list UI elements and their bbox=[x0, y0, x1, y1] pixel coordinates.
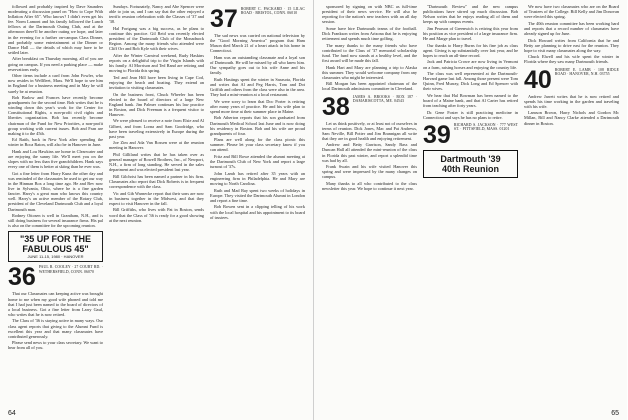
paragraph: Ham was an outstanding classmate and a loyal son of Dartmouth. He will be missed by all who knew him. Our sympathy goes out to his wife Anne and his family. bbox=[210, 54, 305, 76]
paragraph: Please send news to your class secretary. We want to hear from all of you. bbox=[8, 340, 103, 351]
paragraph: Ted and Jean Hill have been living in Cape Cod, enjoying the beach and boating. They extend an invitation to visiting classmates. bbox=[109, 74, 204, 90]
class-36-correspondent: PAUL R. COOLEY · 27 COURT RD. · WETHERSFIELD, CONN. 06070 bbox=[38, 265, 103, 274]
class-37-notes bbox=[210, 33, 305, 220]
class-39-number: 39 bbox=[423, 122, 451, 147]
class-38-header bbox=[322, 95, 417, 119]
paragraph: Andrew Jarrett writes that he is now retired and spends his time working in the garden and traveling with his wife. bbox=[524, 93, 619, 109]
paragraph: Bob Barlow and Frances have recently become grandparents for the second time. Bob writes that he is winding down this year's work for the Center for Constitutional Rights, a non-profit civil rights and liberties organization. Bob has recently become chairman of the Fund for New Priorities, a non-profit group working with current issues. Bob and Fran are making it to the 45th. bbox=[8, 95, 103, 136]
paragraph: That our Classmates can keeping active was brought home to me when my good wife phoned and told me that I had just been named to the board of directors of a local business. Got a fine letter from Larry Gaul, who writes that he is now retired. bbox=[8, 291, 103, 317]
paragraph: The Class of '36 is staying active in many ways. Our class agent reports that giving to the Alumni Fund is excellent this year and that many classmates have contributed generously. bbox=[8, 318, 103, 339]
dartmouth-39-reunion-box bbox=[423, 150, 518, 178]
paragraph: Let us think positively, or at least not of ourselves in terms of reunion. Dick Jones, Mac and Pat Andrews, Sam Neville, Bill Potter and Jim Brannigan all write that they are in good health and enjoying retirement. bbox=[322, 120, 417, 141]
class-40-notes bbox=[524, 94, 619, 126]
paragraph: Bob Bowen sent in a clipping telling of his work with the local hospital and his appointment to its board of trustees. bbox=[210, 204, 305, 220]
paragraph: Chuck Elwell and his wife spent the winter in Florida where they saw many Dartmouth friends. bbox=[524, 54, 619, 65]
paragraph: followed and probably inspired by Dave Saunders moderating a discussion panel on "How to Cope With Inflation After 65". Who knows? I didn't even get his fee. Norm Lamont and his family followed the Lunch fellows at the Dartmouth Outing Club, and at the afternoon there'll be another outing we hope, and later in the evening for a further on-campus Class Dinner, and probably some entertainment at the Dinner or Dance Hall — the details of which may have to be settled later. bbox=[8, 4, 103, 55]
reunion-box-line-2: 40th Reunion bbox=[441, 163, 499, 174]
paragraph: The class was well represented at the Dartmouth-Harvard game last fall. Among those present were Tom Quinn, Fred Murray, Dick Long and Ed Spencer with their wives. bbox=[423, 71, 518, 92]
paragraph: Vic and Gib Warnecke report that their sons are now in business together in the Midwest, and that they expect to visit Hanover in the fall. bbox=[109, 190, 204, 206]
class-39-correspondent: RICHARD S. JACKSON · 777 WEST ST. · PITTSFIELD, MASS. 01201 bbox=[453, 122, 518, 132]
right-column-2 bbox=[423, 4, 518, 406]
paragraph: We now have two classmates who are on the Board of Trustees of the College. Bill Kelly and Jim Donovan were elected this spring. bbox=[524, 4, 619, 20]
class-37-header bbox=[210, 7, 305, 31]
paragraph: Bob Atherton reports that his son graduated from Dartmouth Medical School last June and is now doing his residency in Boston. Bob and his wife are proud grandparents of four. bbox=[210, 115, 305, 136]
paragraph: Plans are well along for the class picnic this summer. Please let your class secretary know if you can attend. bbox=[210, 137, 305, 153]
paragraph: Dick Howard writes from California that he and Betty are planning to drive east for the reunion. They hope to visit many classmates along the way. bbox=[524, 37, 619, 53]
paragraph: Other items include a card from John Fowler, who now resides in Wellfleet, Mass. We'll hope to see him in England for a business meeting and in May he will surely be at reunion. bbox=[8, 73, 103, 94]
page-number-left: 64 bbox=[8, 410, 16, 417]
class-38-notes-continued bbox=[423, 4, 518, 120]
paragraph: We hear that Hal Bowman has been named to the board of a Maine bank, and that Al Carter has retired from teaching after forty years. bbox=[423, 93, 518, 109]
class-35-notes bbox=[8, 4, 103, 228]
paragraph: Dr. Gene Foster is still practicing medicine in Connecticut and says he has no plans to retire. bbox=[423, 109, 518, 120]
paragraph: Our thanks to Harry Burns for his fine job as class agent. Giving is up substantially over last year, and he hopes to reach an all-time record. bbox=[423, 42, 518, 58]
paragraph: We were sorry to learn that Doc Porter is retiring after many years of practice. He and his wife plan to spend more time at their summer place in Maine. bbox=[210, 98, 305, 114]
paragraph: Bill Griffiths, who lives with Pat in Boston, sends word that the Class of '36 is ready for a good showing at the next reunion. bbox=[109, 207, 204, 223]
reunion-banner-subtitle: JUNE 11-15, 1980 · HANOVER bbox=[27, 254, 84, 260]
left-column-1 bbox=[8, 4, 103, 406]
paragraph: Fritz and Bill Rowe attended the alumni meeting at the Dartmouth Club of New York and report a large turnout of '37s. bbox=[210, 154, 305, 170]
paragraph: Jim Pearson of Greenwich is retiring this year from his position as vice president of a large insurance firm. He and Marge plan to travel. bbox=[423, 25, 518, 42]
class-38-notes bbox=[322, 121, 417, 192]
reunion-box-line-1: Dartmouth '39 bbox=[440, 153, 501, 164]
right-column-1 bbox=[322, 4, 417, 406]
paragraph: Ruth Hastings spent the winter in Sarasota, Florida and writes that Al and Peg Harris, Tom and Dot Griffith and others from the class were also in the area. They had a mini-reunion at a local restaurant. bbox=[210, 76, 305, 98]
class-38-number: 38 bbox=[322, 94, 350, 119]
class-36-notes bbox=[8, 291, 103, 350]
paragraph: The 40th reunion committee has been working hard and reports that a record number of classmates have already signed up for June. bbox=[524, 20, 619, 36]
paragraph: Phil Gilliland writes that he has taken over as general manager of Rowell Brothers, Inc., of Newport, N.H., a firm of long standing. He served in the sales department and was elected president last year. bbox=[109, 152, 204, 173]
paragraph: Sundays. Fortunately, Nancy and Abe Spencer were able to join us, and I can say that the other enjoyed a terrific reunion celebration with the Classes of '37 and '38. bbox=[109, 4, 204, 25]
class-37-notes-continued bbox=[322, 4, 417, 92]
paragraph: John Lamb has retired after 35 years with an engineering firm in Philadelphia. He and Mary are moving to North Carolina. bbox=[210, 170, 305, 187]
paragraph: Bill Gilchrist has been named a partner in his firm. Classmates also report that Dick Roberts is in frequent correspondence with the class. bbox=[109, 173, 204, 190]
left-column-3 bbox=[210, 4, 305, 406]
class-40-number: 40 bbox=[524, 67, 552, 92]
class-36-notes-continued bbox=[109, 4, 204, 223]
paragraph: Andrew and Betty Garrison, Sandy Bass and Duncan Hall all attended the mini-reunion of the class in Florida this past winter, and report a splendid time was had by all. bbox=[322, 142, 417, 163]
paragraph: Ruth and Mad Ray spent two weeks of holidays in Europe. They visited the Dartmouth Alumni in London and report a fine time. bbox=[210, 187, 305, 203]
right-page bbox=[314, 0, 627, 420]
class-39-header bbox=[423, 123, 518, 147]
class-38-correspondent: JAMES A. BROOKS · BOX 187 · DAMARISCOTTA, ME. 04543 bbox=[352, 94, 417, 103]
paragraph: Joe Zim and Ada Van Rossen were at the reunion meeting in Hanover. bbox=[109, 140, 204, 151]
paragraph: After breakfast on Thursday morning, all of you are going on campus. If you need a parking place — make reservations early. bbox=[8, 56, 103, 72]
class-40-header bbox=[524, 68, 619, 92]
paragraph: The sad news was carried on national television by the "Good Morning America" program that Ham Mason died March 21 of a heart attack in his home in Connecticut. bbox=[210, 33, 305, 54]
paragraph: "Dartmouth Review" and the new campus publications have stirred up much discussion. Bob Nelson writes that he enjoys reading all of them and keeps up with campus events. bbox=[423, 4, 518, 25]
class-36-header bbox=[8, 265, 103, 289]
class-37-correspondent: ROBERT C. PACKARD · 15 LILAC ROAD · BRISTOL, CONN. 06010 bbox=[240, 7, 305, 16]
reunion-banner bbox=[8, 231, 103, 262]
paragraph: Some have hire Dartmouth teams of the football. Dick Frankson writes from Arizona that he is enjoying retirement and spends much time golfing. bbox=[322, 25, 417, 42]
class-36-number: 36 bbox=[8, 265, 36, 290]
paragraph: After the Winter Carnival weekend, Rudy Haskins reports on a delightful trip to the Virgin Islands with his family. Al Morrison and Ted Rand are retiring and moving to Florida this spring. bbox=[109, 52, 204, 74]
paragraph: Rodney Ottosen is well in Grantham, N.H., and is still doing business for several insurance firms. His pal is also on the committee for the upcoming reunion. bbox=[8, 213, 103, 229]
paragraph: Got a fine letter from Harry Kunz the other day and was reminded of the classmates he used to get our way in the Hinman Box a long time ago. He and Bev now live in Sylvania, Ohio, where he is a fine garden fancier. Harry's a great man who knows this country well. Harry's an active member of the Rotary Club, president of the Cleveland Dartmouth Club and a loyal Dartmouth man. bbox=[8, 170, 103, 212]
paragraph: On the business front, Chuck Wheeler has been elected to the board of directors of a large New England bank. Jim Palmer continues his law practice in Boston, and Dick Freeman is a frequent visitor to Hanover. bbox=[109, 91, 204, 117]
paragraph: Hank and Lou Hawkins are home in Clearwater and are enjoying the sunny life. We'll meet you on the slopes with no less than five grandchildren. Hank says every one of them is better at skiing than he ever was. bbox=[8, 149, 103, 170]
paragraph: Frank Swain and his wife visited Hanover this spring and were impressed by the many changes on campus. bbox=[322, 164, 417, 180]
paragraph: Hank Hart and Mary are planning a trip to Alaska this summer. They would welcome company from any classmates who might be interested. bbox=[322, 64, 417, 80]
class-37-number: 37 bbox=[210, 7, 238, 31]
left-column-2 bbox=[109, 4, 204, 406]
paragraph: Bill Morgan has been appointed chairman of the local Dartmouth admissions committee in Cleveland. bbox=[322, 81, 417, 92]
page-number-right: 65 bbox=[611, 410, 619, 417]
paragraph: Ed Raith, back in New York after spending the winter in Boca Raton, will also be in Hanover in June. bbox=[8, 137, 103, 148]
reunion-banner-title: "35 UP FOR THE FABULOUS 45" bbox=[19, 234, 92, 255]
paragraph: We were pleased to receive a note from Elsie and Al Gilbert, and from Lorna and Sam Goodridge, who have been traveling extensively in Europe during the past year. bbox=[109, 118, 204, 139]
paragraph: Lamson Brown, Harry Nichols and Gordon Mc Millan, Bill and Nancy Clarke attended a Dartmouth dinner in Boston. bbox=[524, 110, 619, 126]
paragraph: sponsored by signing on with NBC as full-time president of their news service. He will also be reporting for the nation's new teachers with an all day session. bbox=[322, 4, 417, 25]
paragraph: The many thanks to the many friends who have contributed to the Class of '37 memorial scholarship fund. The fund now stands at a healthy level, and the first award will be made this fall. bbox=[322, 42, 417, 63]
right-column-3 bbox=[524, 4, 619, 406]
paragraph: Hal Fortgang was a big success, as he plans to continue this practice. Gil Reid was recently elected president of the Dartmouth Club of the Monadnock Region. Among the many friends who attended were Cliff Orr and Bob Kyle with their wives. bbox=[109, 25, 204, 52]
class-39-notes bbox=[524, 4, 619, 65]
paragraph: Many thanks to all who contributed to the class newsletter this year. We hope to continue it next year. bbox=[322, 181, 417, 192]
paragraph: Jack and Patricia Crowe are now living in Vermont on a farm, raising horses and enjoying the country life. bbox=[423, 59, 518, 70]
class-40-correspondent: ROBERT E. LAMB · 108 RIDGE ROAD · HANOVER, N.H. 03755 bbox=[554, 67, 619, 76]
